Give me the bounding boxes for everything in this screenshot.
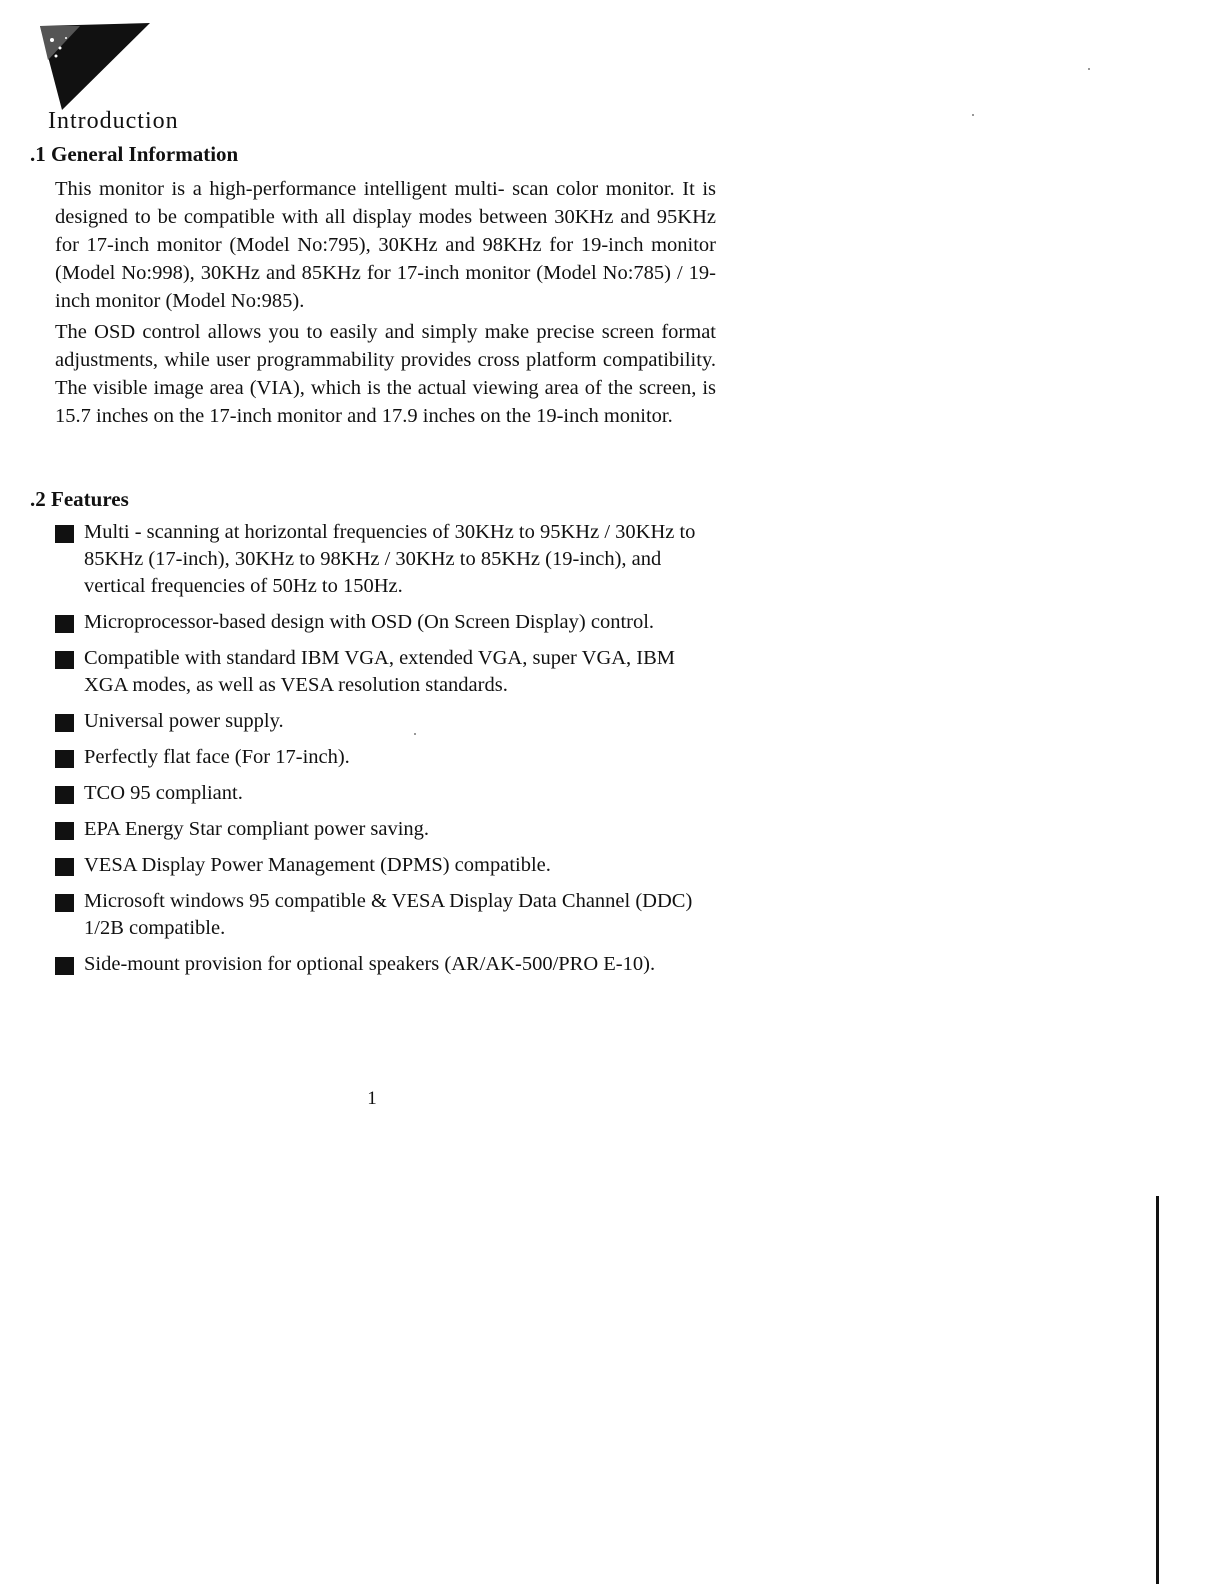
square-bullet-icon	[55, 750, 74, 768]
feature-text: Perfectly flat face (For 17-inch).	[84, 746, 350, 768]
feature-item	[55, 645, 715, 699]
square-bullet-icon	[55, 525, 74, 543]
scan-speck	[972, 114, 974, 116]
features-list	[55, 519, 715, 987]
square-bullet-icon	[55, 714, 74, 732]
square-bullet-icon	[55, 894, 74, 912]
feature-text: TCO 95 compliant.	[84, 782, 243, 804]
chapter-title: Introduction	[48, 108, 179, 134]
feature-item	[55, 708, 715, 735]
feature-text: EPA Energy Star compliant power saving.	[84, 818, 430, 840]
feature-item	[55, 852, 715, 879]
square-bullet-icon	[55, 957, 74, 975]
feature-text: Microprocessor-based design with OSD (On Screen Display) control.	[84, 611, 655, 633]
section-heading-general-information: .1 General Information	[30, 142, 239, 166]
feature-item	[55, 888, 715, 942]
general-information-paragraph-1: This monitor is a high-performance intelligent multi- scan color monitor. It is designed to be compatible with all display modes between 30KHz and 95KHz for 17-inch monitor (Model No:795), 30KHz and 98KHz for 19-inch monitor (Model No:998), 30KHz and 85KHz for 17-inch monitor (Model No:785) / 19-inch monitor (Model No:985).	[55, 178, 716, 312]
square-bullet-icon	[55, 822, 74, 840]
feature-text: Multi - scanning at horizontal frequencies of 30KHz to 95KHz / 30KHz to 85KHz (17-inch), 30KHz to 98KHz / 30KHz to 85KHz (19-inch), and vertical frequencies of 50Hz to 150Hz.	[84, 521, 696, 597]
feature-text: Side-mount provision for optional speakers (AR/AK-500/PRO E-10).	[84, 953, 656, 975]
feature-item	[55, 609, 715, 636]
feature-text: Universal power supply.	[84, 710, 284, 732]
feature-item	[55, 951, 715, 978]
square-bullet-icon	[55, 651, 74, 669]
feature-text: VESA Display Power Management (DPMS) compatible.	[84, 854, 551, 876]
scan-edge-line	[1156, 1196, 1159, 1584]
feature-item	[55, 519, 715, 600]
page-number: 1	[367, 1088, 377, 1109]
general-information-paragraph-2: The OSD control allows you to easily and simply make precise screen format adjustments, while user programmability provides cross platform compatibility. The visible image area (VIA), which is the actual viewing area of the screen, is 15.7 inches on the 17-inch monitor and 17.9 inches on the 19-inch monitor.	[55, 321, 716, 427]
square-bullet-icon	[55, 615, 74, 633]
scan-speck	[414, 733, 416, 735]
feature-item	[55, 780, 715, 807]
feature-text: Microsoft windows 95 compatible & VESA Display Data Channel (DDC) 1/2B compatible.	[84, 890, 693, 939]
square-bullet-icon	[55, 858, 74, 876]
section-heading-features: .2 Features	[30, 487, 129, 511]
feature-item	[55, 816, 715, 843]
feature-text: Compatible with standard IBM VGA, extended VGA, super VGA, IBM XGA modes, as well as VESA resolution standards.	[84, 647, 676, 696]
scan-speck	[1088, 68, 1090, 70]
square-bullet-icon	[55, 786, 74, 804]
brand-logo	[40, 20, 152, 112]
feature-item	[55, 744, 715, 771]
